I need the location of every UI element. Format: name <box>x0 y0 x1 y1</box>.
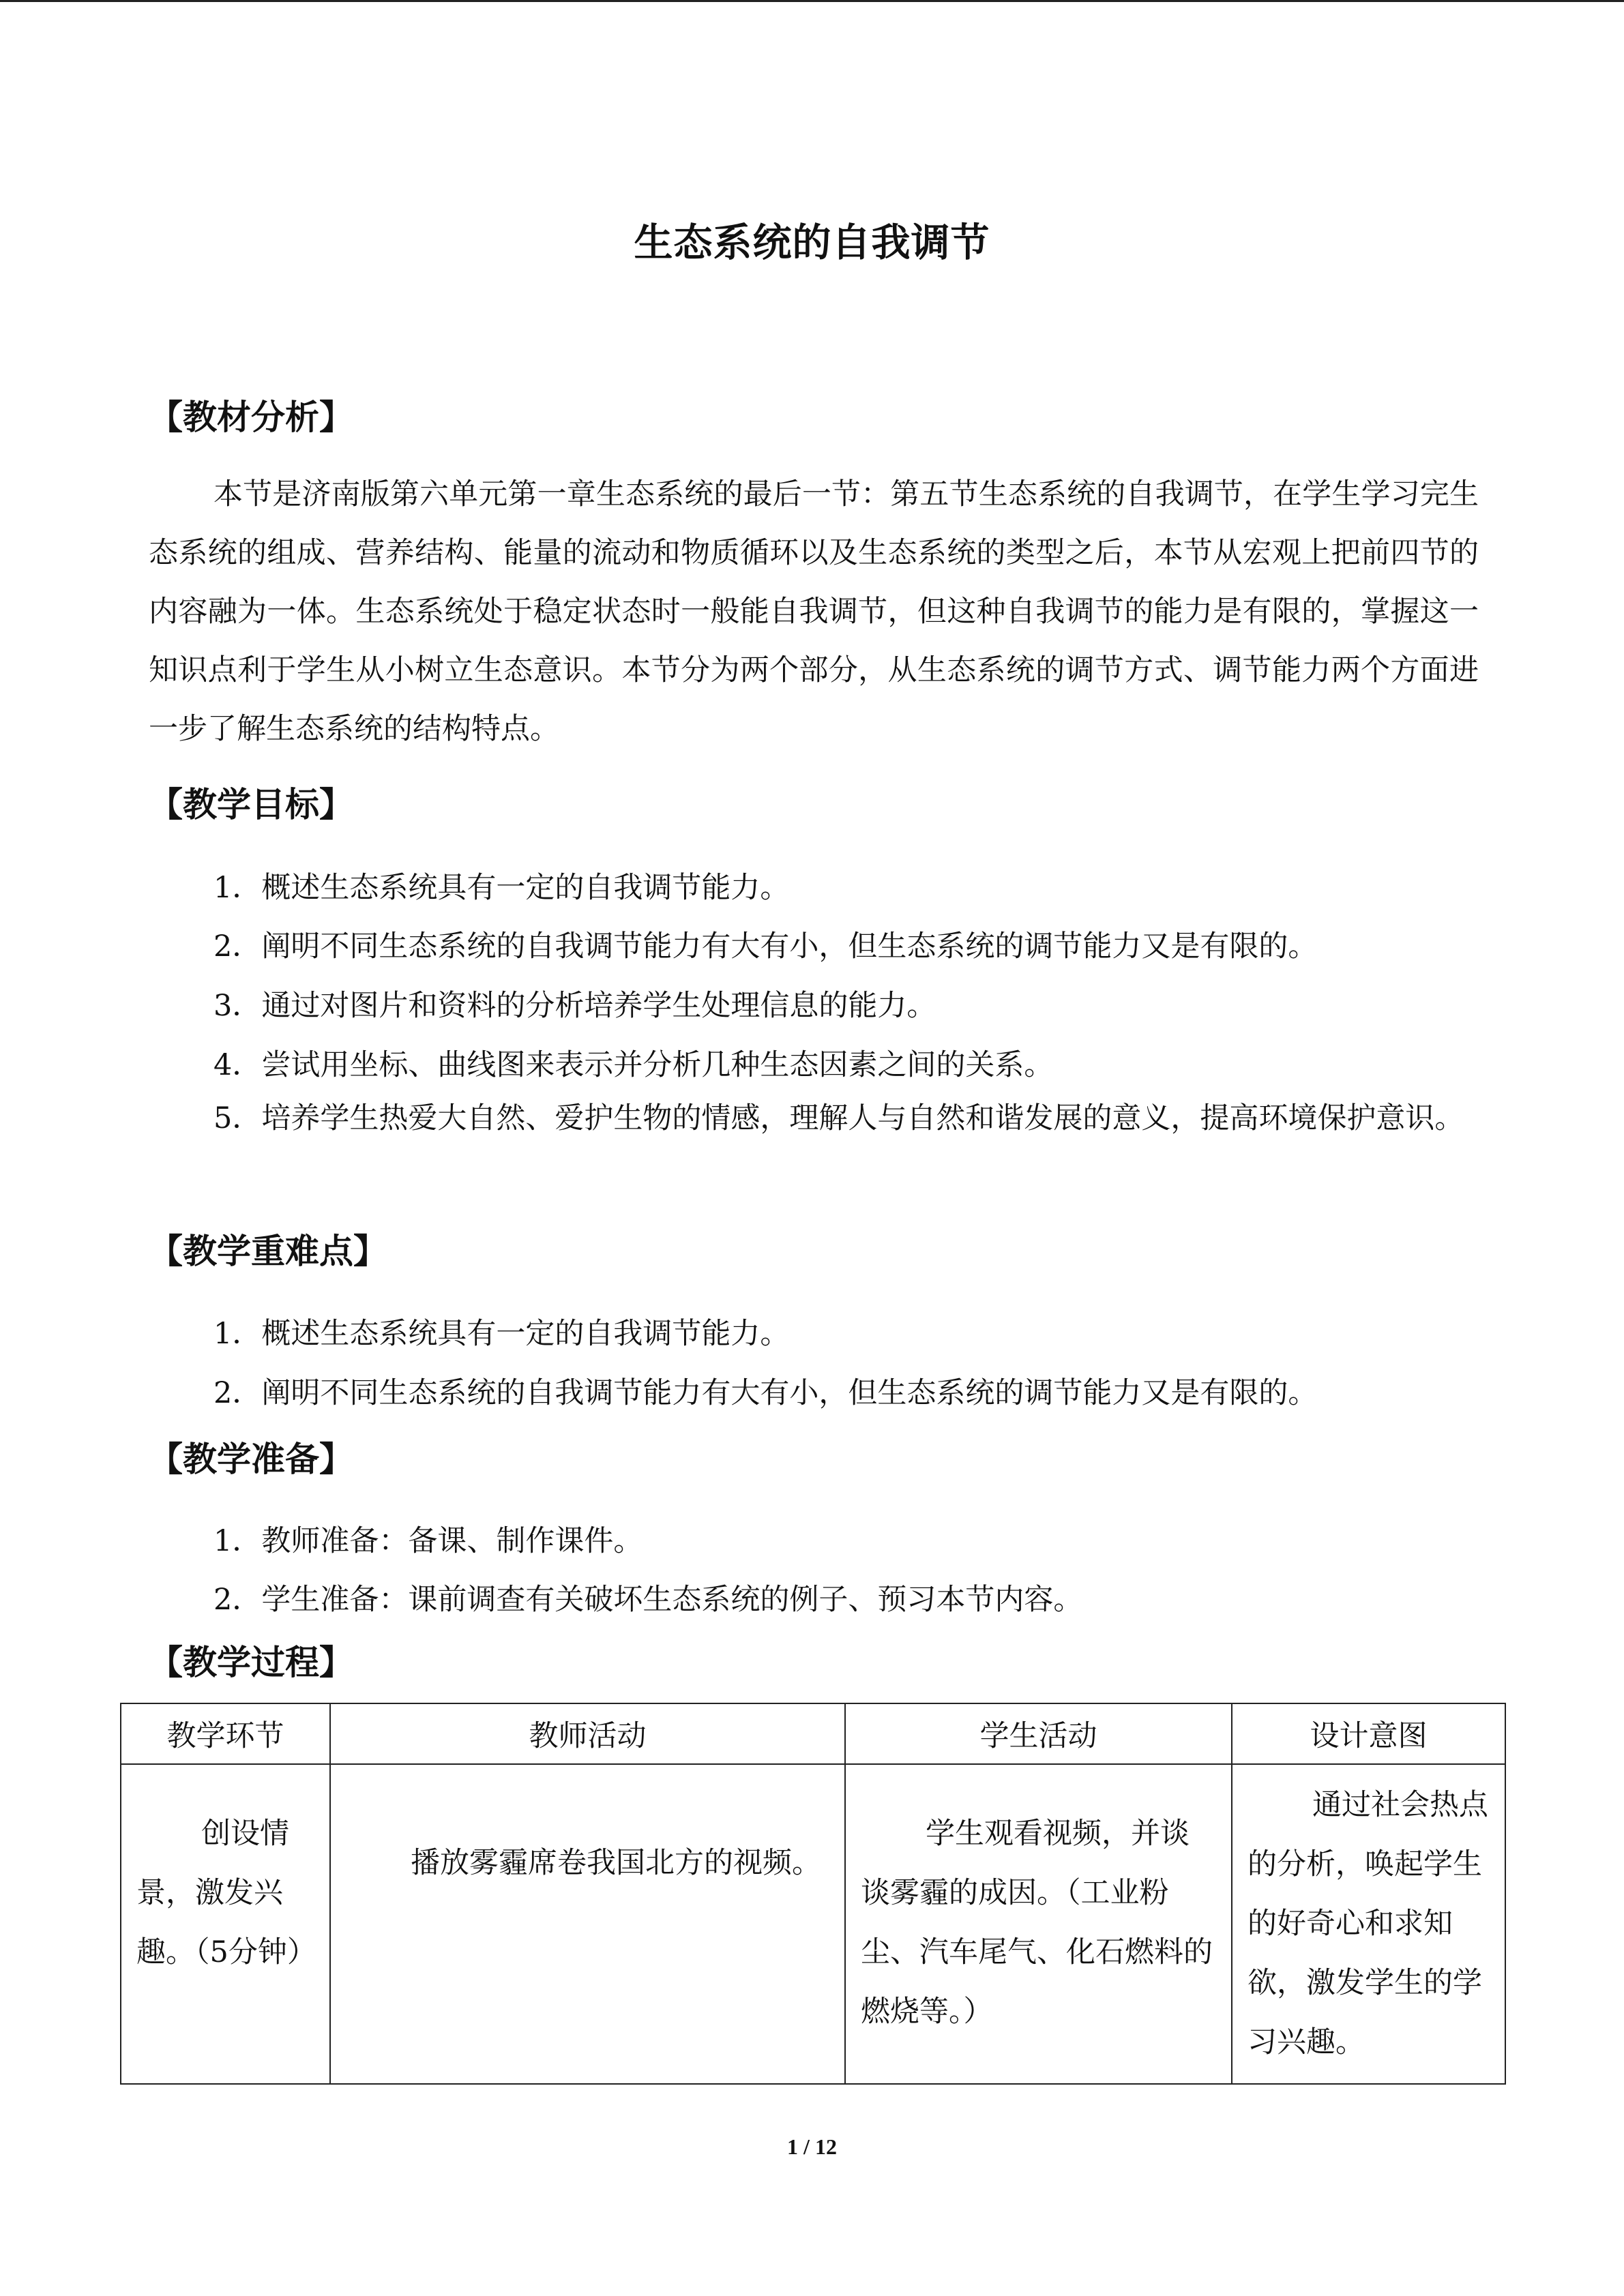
goal-item-4: 4．尝试用坐标、曲线图来表示并分析几种生态因素之间的关系。 <box>213 1048 1054 1082</box>
cell-teacher-activity: 播放雾霾席卷我国北方的视频。 <box>330 1764 845 2084</box>
analysis-paragraph: 本节是济南版第六单元第一章生态系统的最后一节：第五节生态系统的自我调节，在学生学习完生态系统的组成、营养结构、能量的流动和物质循环以及生态系统的类型之后，本节从宏观上把前四节的内容融为一体。生态系统处于稳定状态时一般能自我调节，但这种自我调节的能力是有限的，掌握这一知识点利于学生从小树立生态意识。本节分为两个部分，从生态系统的调节方式、调节能力两个方面进一步了解生态系统的结构特点。 <box>149 477 1479 746</box>
page-number: 1 / 12 <box>787 2134 837 2159</box>
goal-item-3: 3．通过对图片和资料的分析培养学生处理信息的能力。 <box>213 989 936 1023</box>
cell-student-activity: 学生观看视频，并谈谈雾霾的成因。（工业粉尘、汽车尾气、化石燃料的燃烧等。） <box>845 1764 1232 2084</box>
header-teacher-activity: 教师活动 <box>330 1703 845 1764</box>
goal-item-2: 2．阐明不同生态系统的自我调节能力有大有小，但生态系统的调节能力又是有限的。 <box>213 929 1318 964</box>
keypoint-item-1: 1．概述生态系统具有一定的自我调节能力。 <box>213 1317 790 1351</box>
goal-item-1: 1．概述生态系统具有一定的自我调节能力。 <box>213 871 790 905</box>
header-student-activity: 学生活动 <box>845 1703 1232 1764</box>
table-row <box>121 1764 1505 2084</box>
goal-item-5: 5．培养学生热爱大自然、爱护生物的情感，理解人与自然和谐发展的意义，提高环境保护意识。 <box>213 1101 1464 1135</box>
cell-design-intent: 通过社会热点的分析，唤起学生的好奇心和求知欲，激发学生的学习兴趣。 <box>1232 1764 1505 2084</box>
heading-preparation: 【教学准备】 <box>149 1440 353 1479</box>
table-header-row <box>121 1703 1505 1764</box>
keypoint-item-2: 2．阐明不同生态系统的自我调节能力有大有小，但生态系统的调节能力又是有限的。 <box>213 1376 1318 1410</box>
header-design-intent: 设计意图 <box>1232 1703 1505 1764</box>
top-border-line <box>0 0 1624 2</box>
preparation-item-1: 1．教师准备：备课、制作课件。 <box>213 1524 643 1558</box>
document-title: 生态系统的自我调节 <box>634 220 990 265</box>
preparation-item-2: 2．学生准备：课前调查有关破坏生态系统的例子、预习本节内容。 <box>213 1583 1083 1617</box>
header-stage: 教学环节 <box>121 1703 330 1764</box>
cell-stage: 创设情景，激发兴趣。（5分钟） <box>121 1764 330 2084</box>
heading-teaching-process: 【教学过程】 <box>149 1643 353 1682</box>
teaching-process-table <box>120 1703 1506 2085</box>
heading-teaching-goals: 【教学目标】 <box>149 785 353 824</box>
heading-textbook-analysis: 【教材分析】 <box>149 398 353 437</box>
heading-key-points: 【教学重难点】 <box>149 1232 387 1271</box>
